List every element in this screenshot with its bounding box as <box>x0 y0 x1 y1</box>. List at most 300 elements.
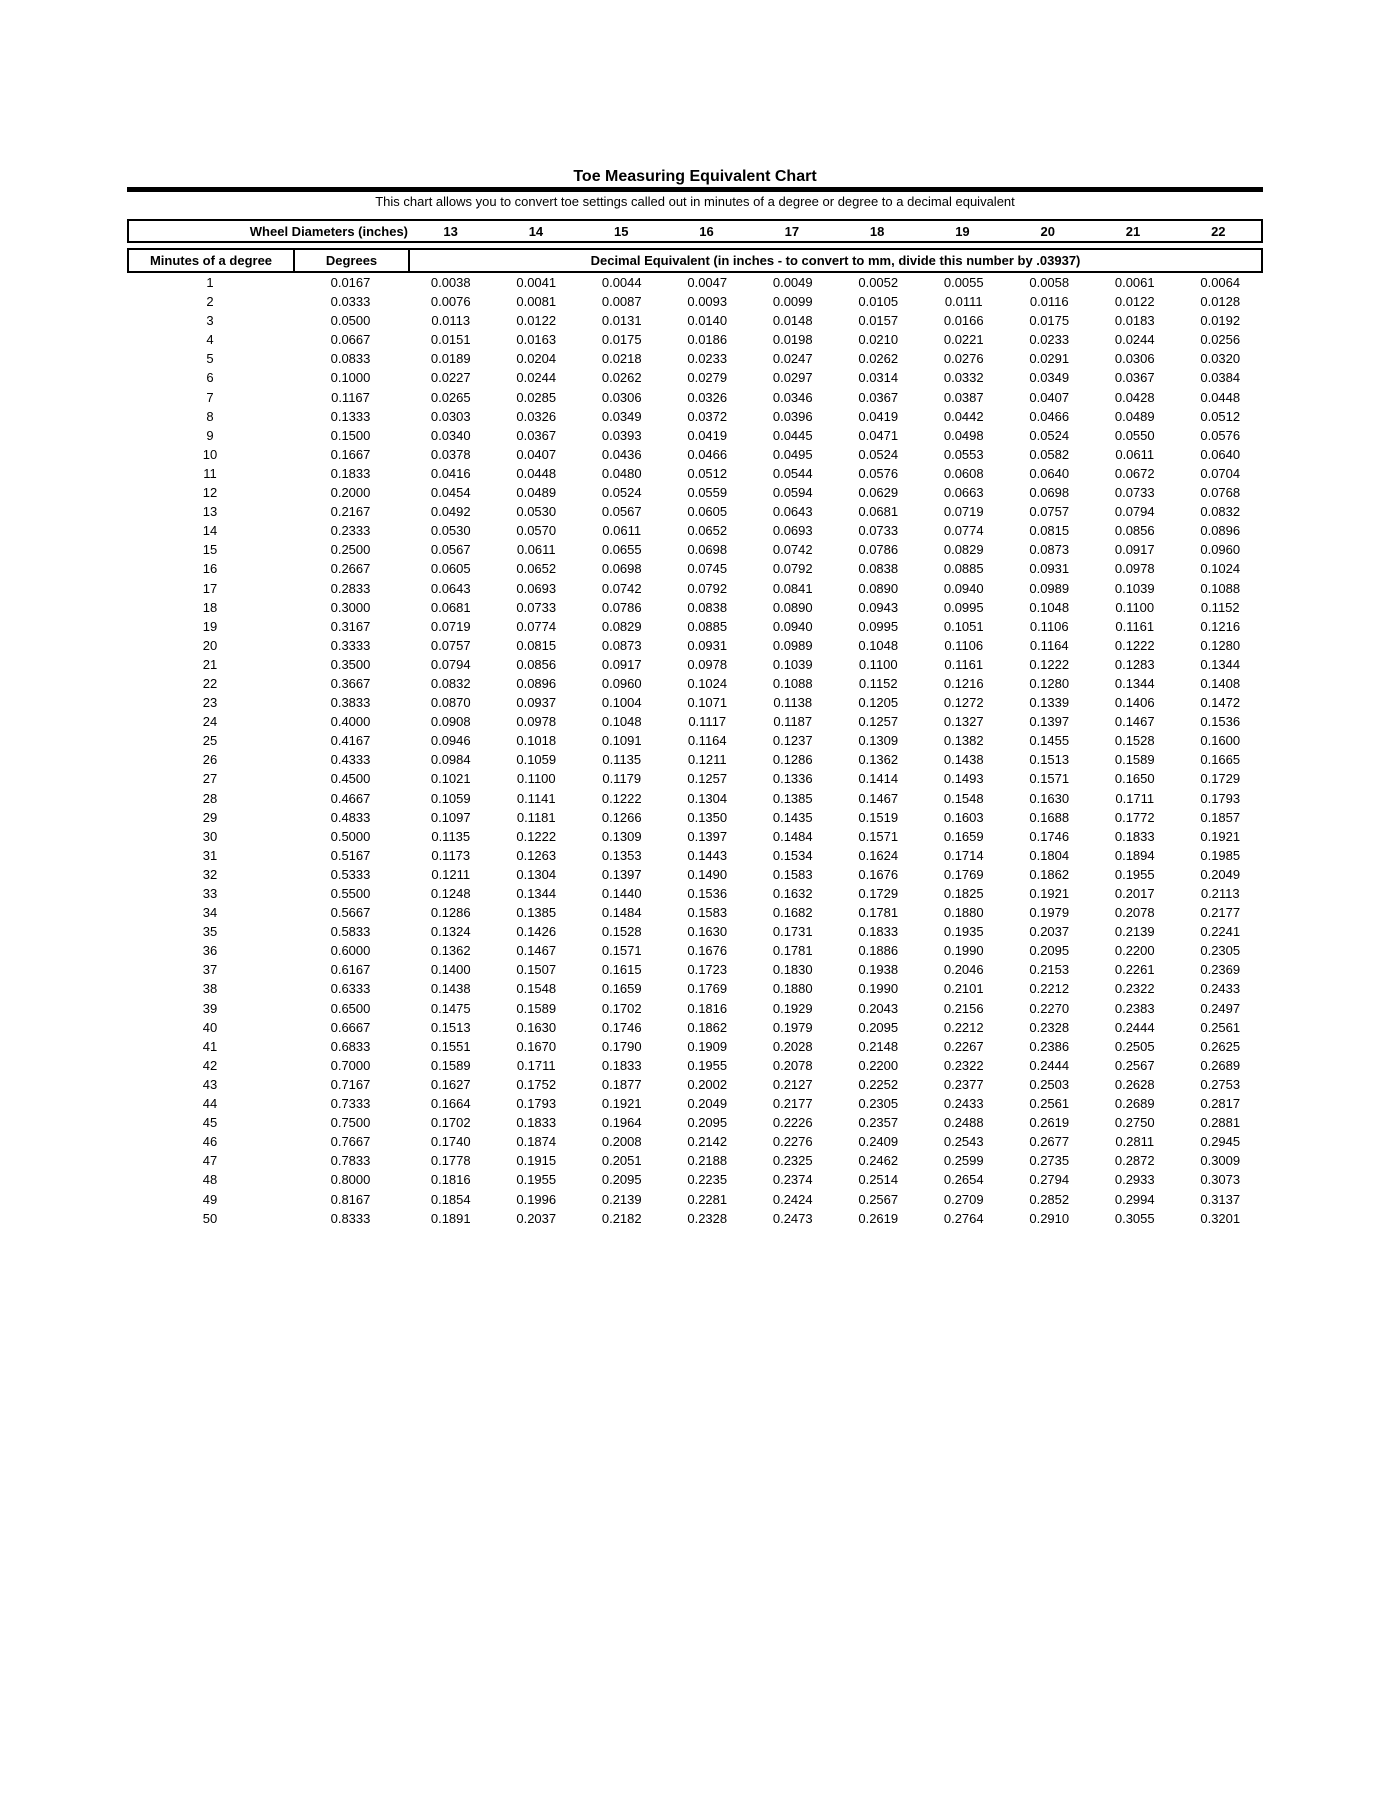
decimal-equivalent-cell: 0.2200 <box>858 1057 899 1073</box>
decimal-equivalent-cell: 0.1021 <box>430 771 471 787</box>
page-title: Toe Measuring Equivalent Chart <box>573 168 817 185</box>
degrees-cell: 0.5833 <box>330 924 371 940</box>
decimal-equivalent-cell: 0.0693 <box>772 523 813 539</box>
decimal-equivalent-cell: 0.0643 <box>772 504 813 520</box>
decimal-equivalent-cell: 0.2374 <box>772 1172 813 1188</box>
decimal-equivalent-cell: 0.1024 <box>687 675 728 691</box>
minutes-column-header: Minutes of a degree <box>129 250 295 271</box>
table-row <box>127 349 1263 368</box>
degrees-cell: 0.1000 <box>330 370 371 386</box>
decimal-equivalent-cell: 0.2095 <box>1029 943 1070 959</box>
decimal-equivalent-cell: 0.1286 <box>430 905 471 921</box>
decimal-equivalent-cell: 0.2852 <box>1029 1191 1070 1207</box>
table-row <box>127 903 1263 922</box>
minutes-cell: 27 <box>202 771 218 787</box>
decimal-equivalent-cell: 0.1141 <box>516 790 556 806</box>
decimal-equivalent-cell: 0.0698 <box>687 542 728 558</box>
decimal-equivalent-cell: 0.1804 <box>1029 847 1070 863</box>
degrees-column-header: Degrees <box>295 250 410 271</box>
degrees-cell: 0.1333 <box>330 408 371 424</box>
degrees-cell: 0.0500 <box>330 313 371 329</box>
decimal-equivalent-cell: 0.0093 <box>687 294 728 310</box>
decimal-equivalent-cell: 0.1216 <box>943 675 984 691</box>
decimal-equivalent-cell: 0.0794 <box>1114 504 1155 520</box>
minutes-cell: 5 <box>206 351 214 367</box>
decimal-equivalent-cell: 0.0407 <box>1029 389 1070 405</box>
decimal-equivalent-cell: 0.1344 <box>516 886 557 901</box>
table-row <box>127 598 1263 617</box>
decimal-equivalent-cell: 0.1117 <box>688 714 727 730</box>
decimal-equivalent-cell: 0.0192 <box>1200 313 1241 329</box>
decimal-equivalent-cell: 0.0442 <box>943 408 984 424</box>
decimal-equivalent-cell: 0.1091 <box>601 733 642 749</box>
decimal-equivalent-cell: 0.2619 <box>858 1210 899 1226</box>
decimal-equivalent-cell: 0.1630 <box>1029 790 1070 806</box>
decimal-equivalent-cell: 0.1257 <box>687 771 728 787</box>
decimal-equivalent-cell: 0.2127 <box>772 1076 813 1092</box>
decimal-equivalent-cell: 0.0786 <box>601 599 642 615</box>
decimal-equivalent-cell: 0.0332 <box>943 370 984 386</box>
table-row <box>127 1094 1263 1113</box>
decimal-equivalent-cell: 0.2281 <box>687 1191 728 1207</box>
decimal-equivalent-cell: 0.0940 <box>943 580 984 596</box>
minutes-cell: 40 <box>202 1019 218 1035</box>
decimal-equivalent-cell: 0.0719 <box>430 618 471 634</box>
decimal-equivalent-cell: 0.1222 <box>1029 656 1070 672</box>
degrees-cell: 0.6833 <box>330 1038 371 1054</box>
decimal-equivalent-cell: 0.0058 <box>1029 275 1070 290</box>
decimal-equivalent-cell: 0.1484 <box>772 828 813 844</box>
decimal-equivalent-cell: 0.2328 <box>687 1210 728 1226</box>
table-row <box>127 426 1263 445</box>
minutes-cell: 3 <box>206 313 214 329</box>
decimal-equivalent-cell: 0.2817 <box>1200 1096 1241 1112</box>
decimal-equivalent-cell: 0.0896 <box>516 675 557 691</box>
degrees-cell: 0.3667 <box>330 675 371 691</box>
decimal-equivalent-cell: 0.0148 <box>772 313 813 329</box>
table-row <box>127 1018 1263 1037</box>
minutes-cell: 39 <box>202 1000 218 1016</box>
decimal-equivalent-cell: 0.1280 <box>1200 637 1241 653</box>
minutes-cell: 7 <box>206 389 214 405</box>
decimal-equivalent-cell: 0.0233 <box>687 351 728 367</box>
decimal-equivalent-cell: 0.2619 <box>1029 1115 1070 1131</box>
decimal-equivalent-cell: 0.0122 <box>1114 294 1155 310</box>
table-row <box>127 693 1263 712</box>
decimal-equivalent-cell: 0.1135 <box>602 752 642 768</box>
decimal-equivalent-cell: 0.0099 <box>772 294 813 310</box>
decimal-equivalent-cell: 0.0704 <box>1200 465 1241 481</box>
decimal-equivalent-cell: 0.0279 <box>687 370 728 386</box>
decimal-equivalent-cell: 0.0044 <box>601 275 642 290</box>
decimal-equivalent-cell: 0.0384 <box>1200 370 1241 386</box>
diameter-column-header: 14 <box>528 223 544 239</box>
minutes-cell: 29 <box>202 809 218 825</box>
degrees-cell: 0.4667 <box>330 790 371 806</box>
decimal-equivalent-cell: 0.1862 <box>687 1019 728 1035</box>
decimal-equivalent-cell: 0.2212 <box>1029 981 1070 997</box>
decimal-equivalent-cell: 0.0393 <box>601 427 642 443</box>
decimal-equivalent-cell: 0.0244 <box>516 370 557 386</box>
decimal-equivalent-cell: 0.1071 <box>687 695 728 711</box>
decimal-equivalent-cell: 0.1024 <box>1200 561 1241 577</box>
decimal-equivalent-cell: 0.0326 <box>687 389 728 405</box>
decimal-equivalent-cell: 0.2473 <box>772 1210 813 1226</box>
decimal-equivalent-cell: 0.1702 <box>430 1115 471 1131</box>
diameter-column-header: 18 <box>869 223 885 239</box>
minutes-cell: 38 <box>202 981 218 997</box>
decimal-equivalent-cell: 0.1222 <box>1114 637 1155 653</box>
decimal-equivalent-cell: 0.0166 <box>943 313 984 329</box>
decimal-equivalent-cell: 0.1603 <box>943 809 984 825</box>
decimal-equivalent-cell: 0.1280 <box>1029 675 1070 691</box>
decimal-equivalent-cell: 0.0663 <box>943 485 984 501</box>
degrees-cell: 0.6167 <box>330 962 371 978</box>
degrees-cell: 0.4167 <box>330 733 371 749</box>
minutes-cell: 20 <box>202 637 218 653</box>
decimal-equivalent-cell: 0.0530 <box>516 504 557 520</box>
decimal-equivalent-cell: 0.0346 <box>772 389 813 405</box>
decimal-equivalent-cell: 0.1324 <box>430 924 471 940</box>
decimal-equivalent-cell: 0.0829 <box>601 618 642 634</box>
decimal-equivalent-cell: 0.0838 <box>687 599 728 615</box>
decimal-equivalent-cell: 0.1772 <box>1114 809 1155 825</box>
decimal-equivalent-cell: 0.1921 <box>1200 828 1241 844</box>
minutes-cell: 19 <box>202 618 218 634</box>
minutes-cell: 32 <box>202 866 218 882</box>
decimal-equivalent-cell: 0.1880 <box>772 981 813 997</box>
decimal-equivalent-cell: 0.0471 <box>858 427 899 443</box>
decimal-equivalent-cell: 0.1589 <box>1114 752 1155 768</box>
decimal-equivalent-cell: 0.1263 <box>516 847 557 863</box>
decimal-equivalent-cell: 0.1659 <box>943 828 984 844</box>
degrees-cell: 0.1500 <box>330 427 371 443</box>
decimal-equivalent-cell: 0.0247 <box>772 351 813 367</box>
decimal-equivalent-cell: 0.3055 <box>1114 1210 1155 1226</box>
degrees-cell: 0.3167 <box>330 618 371 634</box>
decimal-equivalent-cell: 0.3009 <box>1200 1153 1241 1169</box>
decimal-equivalent-cell: 0.0081 <box>516 294 557 310</box>
minutes-cell: 37 <box>202 962 218 978</box>
decimal-equivalent-cell: 0.1702 <box>601 1000 642 1016</box>
decimal-equivalent-cell: 0.1400 <box>430 962 471 978</box>
decimal-equivalent-cell: 0.0367 <box>858 389 899 405</box>
decimal-equivalent-cell: 0.1353 <box>601 847 642 863</box>
decimal-equivalent-cell: 0.2226 <box>772 1115 813 1131</box>
decimal-equivalent-cell: 0.2095 <box>687 1115 728 1131</box>
minutes-cell: 12 <box>202 485 218 501</box>
decimal-equivalent-cell: 0.1385 <box>772 790 813 806</box>
decimal-equivalent-cell: 0.0885 <box>943 561 984 577</box>
decimal-equivalent-cell: 0.1630 <box>516 1019 557 1035</box>
decimal-equivalent-cell: 0.1874 <box>516 1134 557 1150</box>
decimal-equivalent-cell: 0.0611 <box>1115 446 1155 462</box>
degrees-cell: 0.5500 <box>330 886 371 901</box>
minutes-cell: 18 <box>202 599 218 615</box>
decimal-equivalent-cell: 0.1589 <box>430 1057 471 1073</box>
decimal-equivalent-cell: 0.2322 <box>943 1057 984 1073</box>
decimal-equivalent-cell: 0.0745 <box>687 561 728 577</box>
decimal-equivalent-cell: 0.2654 <box>943 1172 984 1188</box>
decimal-equivalent-cell: 0.0105 <box>858 294 899 310</box>
decimal-equivalent-cell: 0.1467 <box>516 943 557 959</box>
decimal-equivalent-cell: 0.2078 <box>1114 905 1155 921</box>
decimal-equivalent-cell: 0.0608 <box>943 465 984 481</box>
decimal-equivalent-cell: 0.0489 <box>516 485 557 501</box>
decimal-equivalent-cell: 0.1955 <box>1114 866 1155 882</box>
decimal-equivalent-cell: 0.2235 <box>687 1172 728 1188</box>
decimal-equivalent-cell: 0.1443 <box>687 847 728 863</box>
degrees-cell: 0.0333 <box>330 294 371 310</box>
decimal-equivalent-cell: 0.2139 <box>1114 924 1155 940</box>
decimal-equivalent-cell: 0.1825 <box>943 886 984 901</box>
decimal-equivalent-cell: 0.1746 <box>601 1019 642 1035</box>
minutes-cell: 34 <box>202 905 218 921</box>
degrees-cell: 0.7500 <box>330 1115 371 1131</box>
decimal-equivalent-cell: 0.1161 <box>1115 618 1155 634</box>
decimal-equivalent-cell: 0.1138 <box>773 695 813 711</box>
decimal-equivalent-cell: 0.0643 <box>430 580 471 596</box>
decimal-equivalent-cell: 0.0326 <box>516 408 557 424</box>
decimal-equivalent-cell: 0.0774 <box>516 618 557 634</box>
decimal-equivalent-cell: 0.0885 <box>687 618 728 634</box>
decimal-equivalent-cell: 0.0210 <box>858 332 899 348</box>
decimal-equivalent-cell: 0.2212 <box>943 1019 984 1035</box>
decimal-equivalent-cell: 0.2182 <box>601 1210 642 1226</box>
decimal-equivalent-cell: 0.0989 <box>1029 580 1070 596</box>
table-row <box>127 559 1263 578</box>
decimal-equivalent-cell: 0.2028 <box>772 1038 813 1054</box>
decimal-equivalent-cell: 0.1304 <box>687 790 728 806</box>
degrees-cell: 0.6333 <box>330 981 371 997</box>
minutes-cell: 23 <box>202 695 218 711</box>
table-row <box>127 292 1263 311</box>
decimal-equivalent-cell: 0.1397 <box>687 828 728 844</box>
decimal-equivalent-cell: 0.1990 <box>858 981 899 997</box>
decimal-equivalent-cell: 0.0524 <box>1029 427 1070 443</box>
decimal-equivalent-cell: 0.1181 <box>516 809 556 825</box>
decimal-equivalent-cell: 0.1467 <box>858 790 899 806</box>
table-row <box>127 521 1263 540</box>
table-row <box>127 960 1263 979</box>
decimal-equivalent-cell: 0.0480 <box>601 465 642 481</box>
decimal-equivalent-cell: 0.1551 <box>430 1038 471 1054</box>
decimal-equivalent-cell: 0.1408 <box>1200 675 1241 691</box>
table-row <box>127 769 1263 788</box>
decimal-equivalent-cell: 0.1475 <box>430 1000 471 1016</box>
decimal-equivalent-cell: 0.1385 <box>516 905 557 921</box>
degrees-cell: 0.3833 <box>330 695 371 711</box>
minutes-cell: 31 <box>202 847 218 863</box>
decimal-equivalent-cell: 0.0061 <box>1114 275 1155 290</box>
table-row <box>127 483 1263 502</box>
degrees-cell: 0.4333 <box>330 752 371 768</box>
decimal-equivalent-cell: 0.0917 <box>601 656 642 672</box>
decimal-equivalent-cell: 0.1714 <box>943 847 984 863</box>
decimal-equivalent-cell: 0.1833 <box>516 1115 557 1131</box>
decimal-equivalent-cell: 0.1414 <box>858 771 899 787</box>
decimal-equivalent-cell: 0.1048 <box>858 637 899 653</box>
degrees-cell: 0.5000 <box>330 828 371 844</box>
decimal-equivalent-cell: 0.1632 <box>772 886 813 901</box>
table-row <box>127 1056 1263 1075</box>
decimal-equivalent-cell: 0.2148 <box>858 1038 899 1054</box>
decimal-equivalent-cell: 0.1161 <box>944 656 984 672</box>
decimal-equivalent-cell: 0.1886 <box>858 943 899 959</box>
decimal-equivalent-cell: 0.0896 <box>1200 523 1241 539</box>
decimal-equivalent-cell: 0.1781 <box>858 905 899 921</box>
table-row <box>127 1037 1263 1056</box>
table-row <box>127 617 1263 636</box>
decimal-equivalent-cell: 0.0320 <box>1200 351 1241 367</box>
column-headers-row <box>127 248 1263 273</box>
minutes-cell: 1 <box>206 275 214 290</box>
decimal-equivalent-cell: 0.0940 <box>772 618 813 634</box>
decimal-equivalent-cell: 0.2305 <box>1200 943 1241 959</box>
decimal-equivalent-cell: 0.2503 <box>1029 1076 1070 1092</box>
decimal-equivalent-cell: 0.0175 <box>1029 313 1070 329</box>
decimal-equivalent-cell: 0.1571 <box>1029 771 1070 787</box>
decimal-equivalent-cell: 0.2305 <box>858 1096 899 1112</box>
decimal-equivalent-cell: 0.1362 <box>430 943 471 959</box>
decimal-equivalent-cell: 0.0931 <box>687 637 728 653</box>
decimal-equivalent-cell: 0.0233 <box>1029 332 1070 348</box>
decimal-equivalent-cell: 0.0454 <box>430 485 471 501</box>
decimal-equivalent-cell: 0.0832 <box>1200 504 1241 520</box>
decimal-equivalent-cell: 0.1493 <box>943 771 984 787</box>
decimal-equivalent-cell: 0.2462 <box>858 1153 899 1169</box>
decimal-equivalent-cell: 0.1018 <box>516 733 557 749</box>
decimal-equivalent-cell: 0.2051 <box>601 1153 642 1169</box>
decimal-equivalent-cell: 0.2002 <box>687 1076 728 1092</box>
decimal-equivalent-cell: 0.2037 <box>516 1210 557 1226</box>
degrees-cell: 0.2000 <box>330 485 371 501</box>
minutes-cell: 43 <box>202 1076 218 1092</box>
decimal-equivalent-cell: 0.0122 <box>516 313 557 329</box>
minutes-cell: 2 <box>206 294 214 310</box>
table-row <box>127 1132 1263 1151</box>
degrees-cell: 0.2333 <box>330 523 371 539</box>
degrees-cell: 0.8000 <box>330 1172 371 1188</box>
decimal-equivalent-cell: 0.0047 <box>687 275 728 290</box>
decimal-equivalent-cell: 0.0629 <box>858 485 899 501</box>
decimal-equivalent-cell: 0.0128 <box>1200 294 1241 310</box>
decimal-equivalent-cell: 0.2200 <box>1114 943 1155 959</box>
decimal-equivalent-cell: 0.2994 <box>1114 1191 1155 1207</box>
decimal-equivalent-cell: 0.0655 <box>601 542 642 558</box>
decimal-equivalent-cell: 0.1179 <box>602 771 642 787</box>
decimal-equivalent-cell: 0.0829 <box>943 542 984 558</box>
table-row <box>127 750 1263 769</box>
decimal-equivalent-cell: 0.1985 <box>1200 847 1241 863</box>
minutes-cell: 48 <box>202 1172 218 1188</box>
decimal-equivalent-cell: 0.0140 <box>687 313 728 329</box>
decimal-equivalent-cell: 0.1891 <box>430 1210 471 1226</box>
decimal-equivalent-cell: 0.1455 <box>1029 733 1070 749</box>
minutes-cell: 13 <box>202 504 218 520</box>
decimal-equivalent-cell: 0.0055 <box>943 275 984 290</box>
minutes-cell: 35 <box>202 924 218 940</box>
decimal-equivalent-cell: 0.1711 <box>1115 790 1155 806</box>
degrees-cell: 0.0667 <box>330 332 371 348</box>
decimal-equivalent-cell: 0.1571 <box>858 828 899 844</box>
decimal-equivalent-cell: 0.1350 <box>687 809 728 825</box>
decimal-equivalent-cell: 0.2505 <box>1114 1038 1155 1054</box>
decimal-equivalent-cell: 0.0448 <box>1200 389 1241 405</box>
minutes-cell: 33 <box>202 886 218 901</box>
decimal-equivalent-cell: 0.1048 <box>601 714 642 730</box>
decimal-equivalent-cell: 0.0276 <box>943 351 984 367</box>
degrees-cell: 0.0167 <box>330 275 371 290</box>
decimal-equivalent-cell: 0.0890 <box>772 599 813 615</box>
decimal-equivalent-cell: 0.1830 <box>772 962 813 978</box>
decimal-equivalent-cell: 0.2267 <box>943 1038 984 1054</box>
decimal-equivalent-cell: 0.1507 <box>516 962 557 978</box>
table-row <box>127 884 1263 903</box>
decimal-equivalent-cell: 0.1833 <box>1114 828 1155 844</box>
decimal-equivalent-cell: 0.2409 <box>858 1134 899 1150</box>
decimal-equivalent-cell: 0.0856 <box>516 656 557 672</box>
decimal-equivalent-cell: 0.0349 <box>1029 370 1070 386</box>
minutes-cell: 41 <box>202 1038 218 1054</box>
decimal-equivalent-cell: 0.1854 <box>430 1191 471 1207</box>
decimal-equivalent-cell: 0.2543 <box>943 1134 984 1150</box>
decimal-equivalent-cell: 0.0419 <box>858 408 899 424</box>
diameter-column-header: 20 <box>1040 223 1055 239</box>
decimal-equivalent-cell: 0.0698 <box>1029 485 1070 501</box>
table-row <box>127 979 1263 998</box>
diameter-column-header: 21 <box>1125 223 1141 239</box>
decimal-equivalent-cell: 0.1467 <box>1114 714 1155 730</box>
decimal-equivalent-cell: 0.1344 <box>1114 675 1155 691</box>
decimal-equivalent-cell: 0.1793 <box>516 1096 557 1112</box>
degrees-cell: 0.6667 <box>330 1019 371 1035</box>
decimal-equivalent-cell: 0.1600 <box>1200 733 1241 749</box>
decimal-equivalent-cell: 0.0605 <box>687 504 728 520</box>
decimal-equivalent-cell: 0.0436 <box>601 446 642 462</box>
decimal-equivalent-cell: 0.0768 <box>1200 485 1241 501</box>
minutes-cell: 45 <box>202 1115 218 1131</box>
decimal-equivalent-cell: 0.1938 <box>858 962 899 978</box>
decimal-equivalent-cell: 0.1237 <box>772 733 813 749</box>
degrees-cell: 0.7167 <box>330 1076 371 1092</box>
decimal-equivalent-cell: 0.0984 <box>430 752 471 768</box>
decimal-equivalent-cell: 0.2933 <box>1114 1172 1155 1188</box>
decimal-equivalent-cell: 0.2750 <box>1114 1115 1155 1131</box>
table-row <box>127 502 1263 521</box>
table-row <box>127 273 1263 292</box>
decimal-equivalent-cell: 0.2764 <box>943 1210 984 1226</box>
decimal-equivalent-cell: 0.0841 <box>772 580 813 596</box>
decimal-equivalent-cell: 0.0640 <box>1200 446 1241 462</box>
decimal-equivalent-cell: 0.0052 <box>858 275 899 290</box>
decimal-equivalent-cell: 0.2046 <box>943 962 984 978</box>
table-row <box>127 579 1263 598</box>
diameter-column-header: 15 <box>614 223 629 239</box>
decimal-equivalent-cell: 0.1711 <box>516 1057 556 1073</box>
decimal-equivalent-cell: 0.0111 <box>944 294 983 310</box>
decimal-equivalent-cell: 0.0407 <box>516 446 557 462</box>
decimal-equivalent-cell: 0.2386 <box>1029 1038 1070 1054</box>
decimal-equivalent-cell: 0.1740 <box>430 1134 471 1150</box>
table-row <box>127 636 1263 655</box>
decimal-equivalent-cell: 0.2567 <box>858 1191 899 1207</box>
decimal-equivalent-cell: 0.0567 <box>601 504 642 520</box>
decimal-equivalent-cell: 0.0221 <box>943 332 984 348</box>
minutes-cell: 28 <box>202 790 218 806</box>
decimal-equivalent-cell: 0.0576 <box>1200 427 1241 443</box>
decimal-equivalent-cell: 0.1004 <box>601 695 642 711</box>
